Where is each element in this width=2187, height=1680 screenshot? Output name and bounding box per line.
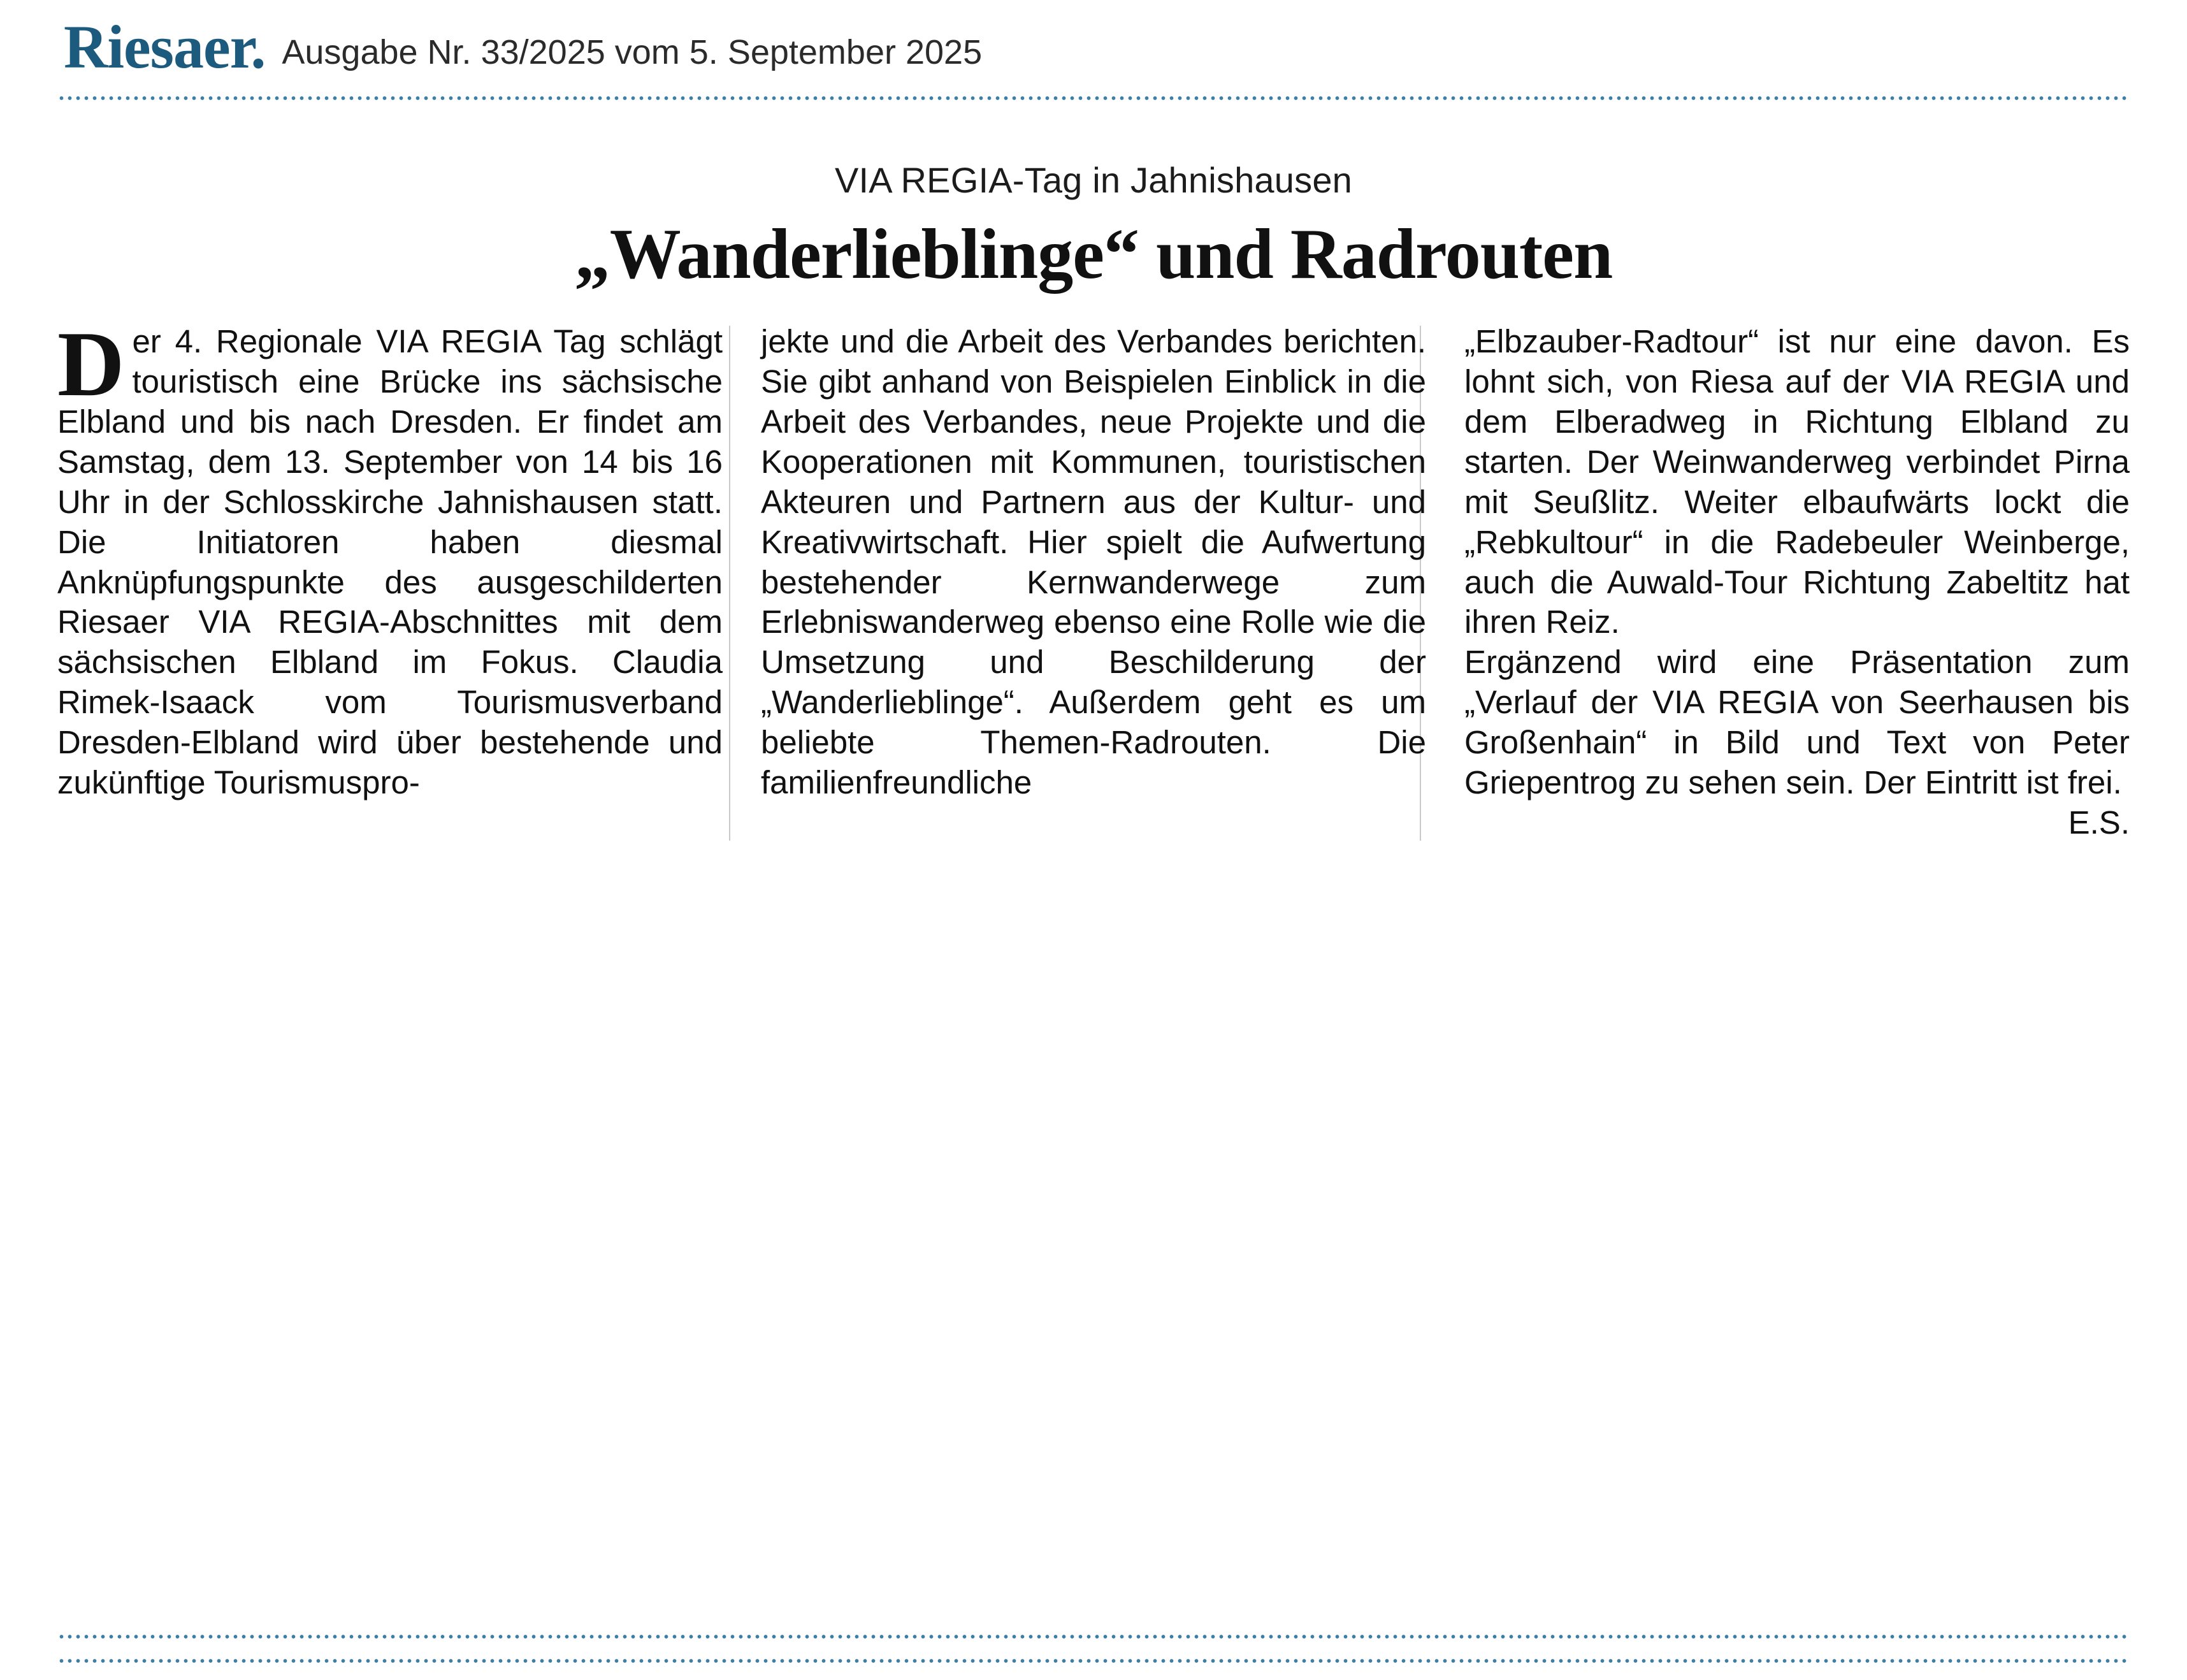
column-3-text [1464,322,2130,804]
footer-divider-1 [57,1634,2130,1639]
issue-line: Ausgabe Nr. 33/2025 vom 5. September 2025 [282,33,983,71]
article-headline: „Wanderlieblinge“ und Radrouten [574,215,1613,294]
article-signature: E.S. [2068,804,2130,841]
article-body [57,312,2130,844]
column-3-paragraph: „Elbzauber-Radtour“ ist nur eine davon. Es lohnt sich, von Riesa auf der VIA REGIA und dem Elberadweg in Richtung Elbland zu starten. Der Weinwanderweg verbindet Pirna mit Seußlitz. Weiter elbaufwärts lockt die „Rebkultour“ in die Radebeuler Weinberge, auch die Auwald-Tour Richtung Zabeltitz hat ihren Reiz. [1464,322,2130,641]
publication-title: Riesaer. [64,13,266,81]
article-kicker: VIA REGIA-Tag in Jahnishausen [834,160,1353,200]
column-1-text: Der 4. Regionale VIA REGIA Tag schlägt touristisch eine Brücke ins sächsische Elbland und bis nach Dresden. Er findet am Samstag, dem 13. September von 14 bis 16 Uhr in der Schlosskirche Jahnishausen statt. Die Initiatoren haben diesmal Anknüpfungspunkte des ausgeschilderten Riesaer VIA REGIA-Abschnittes mit dem sächsischen Elbland im Fokus. Claudia Rimek-Isaack vom Tourismusverband Dresden-Elbland wird über bestehende und zukünftige Tourismuspro- [57,312,723,801]
article-column-2 [761,322,1426,844]
header-divider [57,96,2130,101]
masthead [57,0,2130,81]
column-2-text: jekte und die Arbeit des Verbandes berichten. Sie gibt anhand von Beispielen Einblick in die Arbeit des Verbandes, neue Projekte und die Kooperationen mit Kommunen, touristischen Akteuren und Partnern aus der Kultur- und Kreativwirtschaft. Hier spielt die Aufwertung bestehender Kernwanderwege zum Erlebniswanderweg ebenso eine Rolle wie die Umsetzung und Beschilderung der „Wanderlieblinge“. Außerdem geht es um beliebte Themen-Radrouten. Die familienfreundliche [761,322,1426,801]
footer-divider-2 [57,1658,2130,1663]
column-divider-1 [729,326,730,841]
article-column-3 [1464,322,2130,844]
article-column-1 [57,312,723,844]
column-3-paragraph: Ergänzend wird eine Präsentation zum „Verlauf der VIA REGIA von Seerhausen bis Großenhain“ in Bild und Text von Peter Griepentrog zu sehen sein. Der Eintritt ist frei. [1464,644,2130,801]
